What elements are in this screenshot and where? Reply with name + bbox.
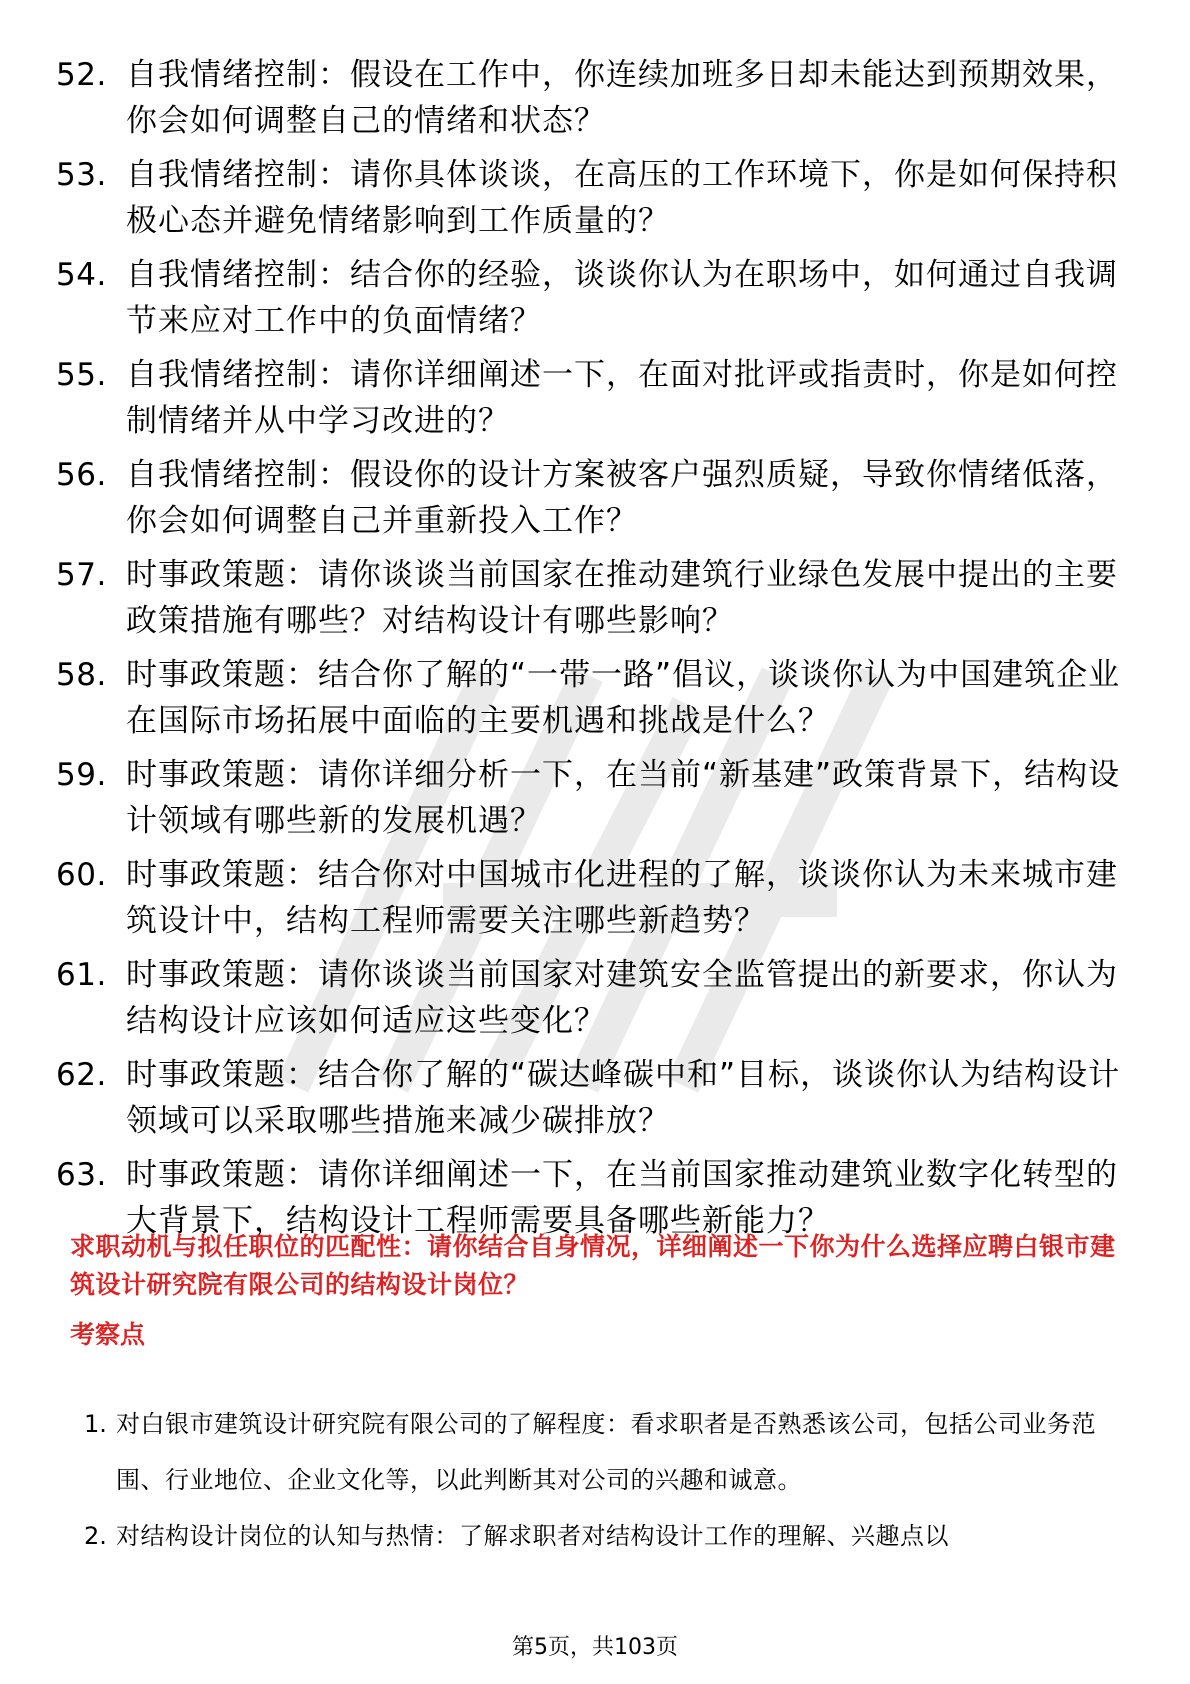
question-number: 55. bbox=[56, 357, 107, 393]
assessment-points-list bbox=[84, 1396, 1124, 1564]
assessment-point bbox=[84, 1396, 1124, 1508]
question-item bbox=[56, 952, 1146, 1044]
question-text: 时事政策题：结合你了解的“碳达峰碳中和”目标，谈谈你认为结构设计领域可以采取哪些措施来减少碳排放？ bbox=[126, 1057, 1121, 1139]
question-number: 57. bbox=[56, 557, 107, 593]
question-number: 58. bbox=[56, 657, 107, 693]
question-text: 时事政策题：请你谈谈当前国家对建筑安全监管提出的新要求，你认为结构设计应该如何适应这些变化？ bbox=[126, 957, 1118, 1039]
question-number: 60. bbox=[56, 857, 107, 893]
assessment-point bbox=[84, 1508, 1124, 1564]
question-item bbox=[56, 752, 1146, 844]
question-number: 56. bbox=[56, 457, 107, 493]
question-number: 52. bbox=[56, 57, 107, 93]
assessment-points-title: 考察点 bbox=[70, 1320, 146, 1349]
question-text: 自我情绪控制：结合你的经验，谈谈你认为在职场中，如何通过自我调节来应对工作中的负面情绪？ bbox=[126, 257, 1118, 339]
question-number: 61. bbox=[56, 957, 107, 993]
question-item bbox=[56, 1052, 1146, 1144]
question-number: 63. bbox=[56, 1157, 107, 1193]
question-item bbox=[56, 452, 1146, 544]
question-text: 自我情绪控制：请你具体谈谈，在高压的工作环境下，你是如何保持积极心态并避免情绪影响到工作质量的？ bbox=[126, 157, 1118, 239]
question-item bbox=[56, 852, 1146, 944]
question-text: 时事政策题：结合你了解的“一带一路”倡议，谈谈你认为中国建筑企业在国际市场拓展中面临的主要机遇和挑战是什么？ bbox=[126, 657, 1121, 739]
question-text: 时事政策题：请你详细阐述一下，在当前国家推动建筑业数字化转型的大背景下，结构设计工程师需要具备哪些新能力？ bbox=[126, 1157, 1118, 1239]
assessment-point-text: 对结构设计岗位的认知与热情：了解求职者对结构设计工作的理解、兴趣点以 bbox=[116, 1522, 949, 1550]
question-number: 59. bbox=[56, 757, 107, 793]
question-text: 时事政策题：请你谈谈当前国家在推动建筑行业绿色发展中提出的主要政策措施有哪些？对结构设计有哪些影响？ bbox=[126, 557, 1118, 639]
page-number-footer: 第5页，共103页 bbox=[512, 1635, 678, 1660]
question-text: 自我情绪控制：假设在工作中，你连续加班多日却未能达到预期效果，你会如何调整自己的情绪和状态？ bbox=[126, 57, 1118, 139]
question-text: 时事政策题：结合你对中国城市化进程的了解，谈谈你认为未来城市建筑设计中，结构工程师需要关注哪些新趋势？ bbox=[126, 857, 1118, 939]
question-number: 62. bbox=[56, 1057, 107, 1093]
question-item bbox=[56, 352, 1146, 444]
question-text: 自我情绪控制：请你详细阐述一下，在面对批评或指责时，你是如何控制情绪并从中学习改进的？ bbox=[126, 357, 1118, 439]
question-text: 自我情绪控制：假设你的设计方案被客户强烈质疑，导致你情绪低落，你会如何调整自己并重新投入工作？ bbox=[126, 457, 1118, 539]
assessment-point-text: 对白银市建筑设计研究院有限公司的了解程度：看求职者是否熟悉该公司，包括公司业务范围、行业地位、企业文化等，以此判断其对公司的兴趣和诚意。 bbox=[116, 1410, 1096, 1494]
assessment-point-number: 1. bbox=[84, 1410, 107, 1438]
question-number: 54. bbox=[56, 257, 107, 293]
section-heading-question: 求职动机与拟任职位的匹配性：请你结合自身情况，详细阐述一下你为什么选择应聘白银市建筑设计研究院有限公司的结构设计岗位？ bbox=[70, 1232, 1116, 1299]
question-item bbox=[56, 152, 1146, 244]
question-text: 时事政策题：请你详细分析一下，在当前“新基建”政策背景下，结构设计领域有哪些新的发展机遇？ bbox=[126, 757, 1121, 839]
question-item bbox=[56, 552, 1146, 644]
question-list bbox=[56, 52, 1146, 1252]
question-item bbox=[56, 252, 1146, 344]
question-item bbox=[56, 652, 1146, 744]
question-number: 53. bbox=[56, 157, 107, 193]
assessment-point-number: 2. bbox=[84, 1522, 107, 1550]
question-item bbox=[56, 52, 1146, 144]
